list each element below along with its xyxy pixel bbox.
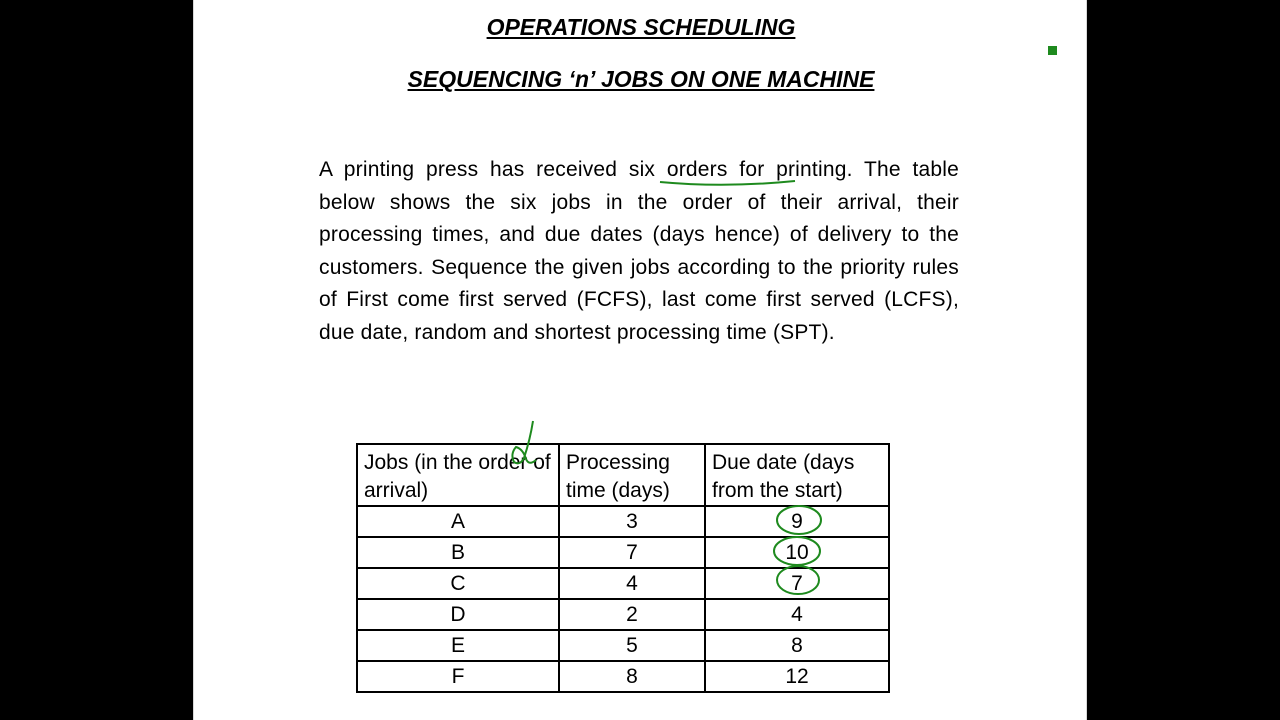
due-cell: 9 [705,506,889,537]
due-cell: 4 [705,599,889,630]
table-row [357,568,889,599]
table-row [357,661,889,692]
slide-title: OPERATIONS SCHEDULING [486,14,796,40]
header-due-date: Due date (days from the start) [705,444,889,506]
jobs-table-container [356,443,890,693]
job-cell: C [357,568,559,599]
annotation-marker [1048,46,1057,55]
table-row [357,506,889,537]
job-cell: F [357,661,559,692]
job-cell: E [357,630,559,661]
due-cell: 10 [705,537,889,568]
header-processing-time: Processing time (days) [559,444,705,506]
processing-cell: 7 [559,537,705,568]
job-cell: A [357,506,559,537]
processing-cell: 5 [559,630,705,661]
table-row [357,599,889,630]
table-row [357,537,889,568]
jobs-table [356,443,890,693]
processing-cell: 8 [559,661,705,692]
due-cell: 7 [705,568,889,599]
table-row [357,630,889,661]
due-cell: 8 [705,630,889,661]
table-header-row [357,444,889,506]
job-cell: B [357,537,559,568]
slide [193,0,1087,720]
slide-subtitle: SEQUENCING ‘n’ JOBS ON ONE MACHINE [407,66,875,92]
job-cell: D [357,599,559,630]
problem-statement: A printing press has received six orders for printing. The table below shows the six jobs in the order of their arrival, their processing times, and due dates (days hence) of delivery to the customers. Sequence the given jobs according to the priority rules of First come first served (FCFS), last come first served (LCFS), due date, random and shortest processing time (SPT). [319,158,959,344]
processing-cell: 3 [559,506,705,537]
header-jobs: Jobs (in the order of arrival) [357,444,559,506]
due-cell: 12 [705,661,889,692]
processing-cell: 4 [559,568,705,599]
processing-cell: 2 [559,599,705,630]
